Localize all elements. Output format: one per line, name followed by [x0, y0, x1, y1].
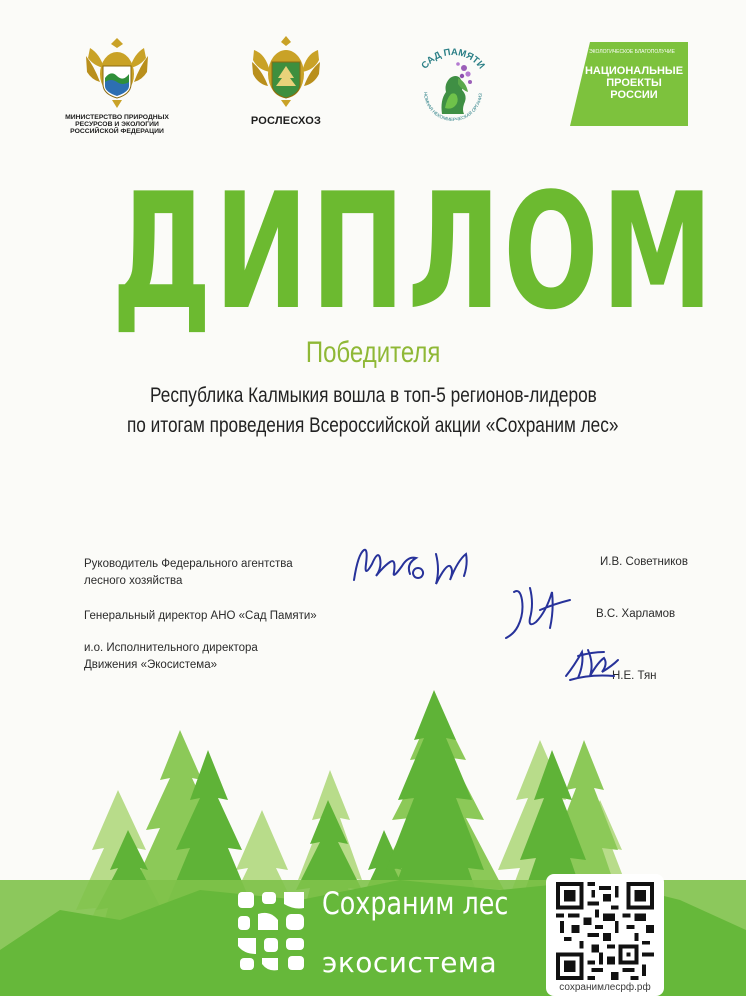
rosleshoz-logo [236, 34, 336, 128]
signatory-name: Н.Е. Тян [612, 670, 657, 682]
signatory-name: В.С. Харламов [596, 608, 676, 620]
diploma-description-line [0, 384, 746, 408]
signatory-position-line: Генеральный директор АНО «Сад Памяти» [84, 610, 317, 622]
signatory-position [84, 556, 293, 589]
rosleshoz-caption: РОСЛЕСХОЗ [250, 115, 322, 127]
national-projects-line: НАЦИОНАЛЬНЫЕ [584, 65, 684, 77]
qr-code-icon[interactable] [556, 882, 654, 980]
ministry-caption [52, 114, 182, 135]
diploma-subtitle-text: Победителя [305, 336, 441, 369]
ecosystem-wordmark: экосистема [322, 946, 498, 979]
signature-sovetnikov [348, 538, 478, 594]
national-projects-emblem [570, 42, 688, 126]
signatory-name: И.В. Советников [600, 556, 688, 568]
ministry-caption-line: РЕСУРСОВ И ЭКОЛОГИИ [75, 121, 159, 129]
signatory-position-line: лесного хозяйства [84, 574, 183, 587]
diploma-description-text: по итогам проведения Всероссийской акции «Сохраним лес» [127, 414, 619, 437]
signatory-position-line: и.о. Исполнительного директора [84, 642, 258, 654]
sad-pamyati-title [419, 47, 486, 72]
campaign-url[interactable]: сохранимлесрф.рф [559, 982, 651, 993]
sad-pamyati-title-path: САД ПАМЯТИ [419, 46, 487, 72]
ministry-caption-line: РОССИЙСКОЙ ФЕДЕРАЦИИ [70, 128, 164, 136]
rosleshoz-eagle-emblem-icon [250, 34, 322, 108]
diploma-description-text: Республика Калмыкия вошла в топ-5 регионов-лидеров [149, 384, 597, 407]
signatory-position-line: Движения «Экосистема» [84, 658, 217, 671]
diploma-title: ДИПЛОМ [111, 158, 716, 345]
memory-portrait-icon [442, 62, 473, 114]
diploma-description-line [0, 414, 746, 438]
sad-pamyati-emblem [398, 38, 508, 134]
campaign-name [322, 886, 549, 922]
campaign-name-text: Сохраним лес [322, 886, 509, 922]
national-projects-line: РОССИИ [610, 89, 658, 101]
sad-pamyati-logo [398, 38, 508, 134]
national-projects-small-text: ЭКОЛОГИЧЕСКОЕ БЛАГОПОЛУЧИЕ [589, 49, 675, 55]
diploma-subtitle [0, 336, 746, 370]
ministry-logo [52, 34, 182, 135]
national-projects-logo [570, 42, 688, 131]
signatory-position-line: Руководитель Федерального агентства [84, 558, 293, 570]
sohranim-les-logo-icon [236, 890, 308, 972]
double-headed-eagle-emblem-icon [82, 34, 152, 110]
sad-pamyati-subtitle-path: НОМНАЯ НЕКОММЕРЧЕСКАЯ ОРГАНИЗ [422, 91, 483, 123]
qr-code-card[interactable] [546, 874, 664, 996]
national-projects-line: ПРОЕКТЫ [606, 77, 662, 89]
ministry-caption-line: МИНИСТЕРСТВО ПРИРОДНЫХ [65, 114, 169, 121]
signatory-position [84, 640, 258, 673]
signatory-position [84, 608, 317, 625]
